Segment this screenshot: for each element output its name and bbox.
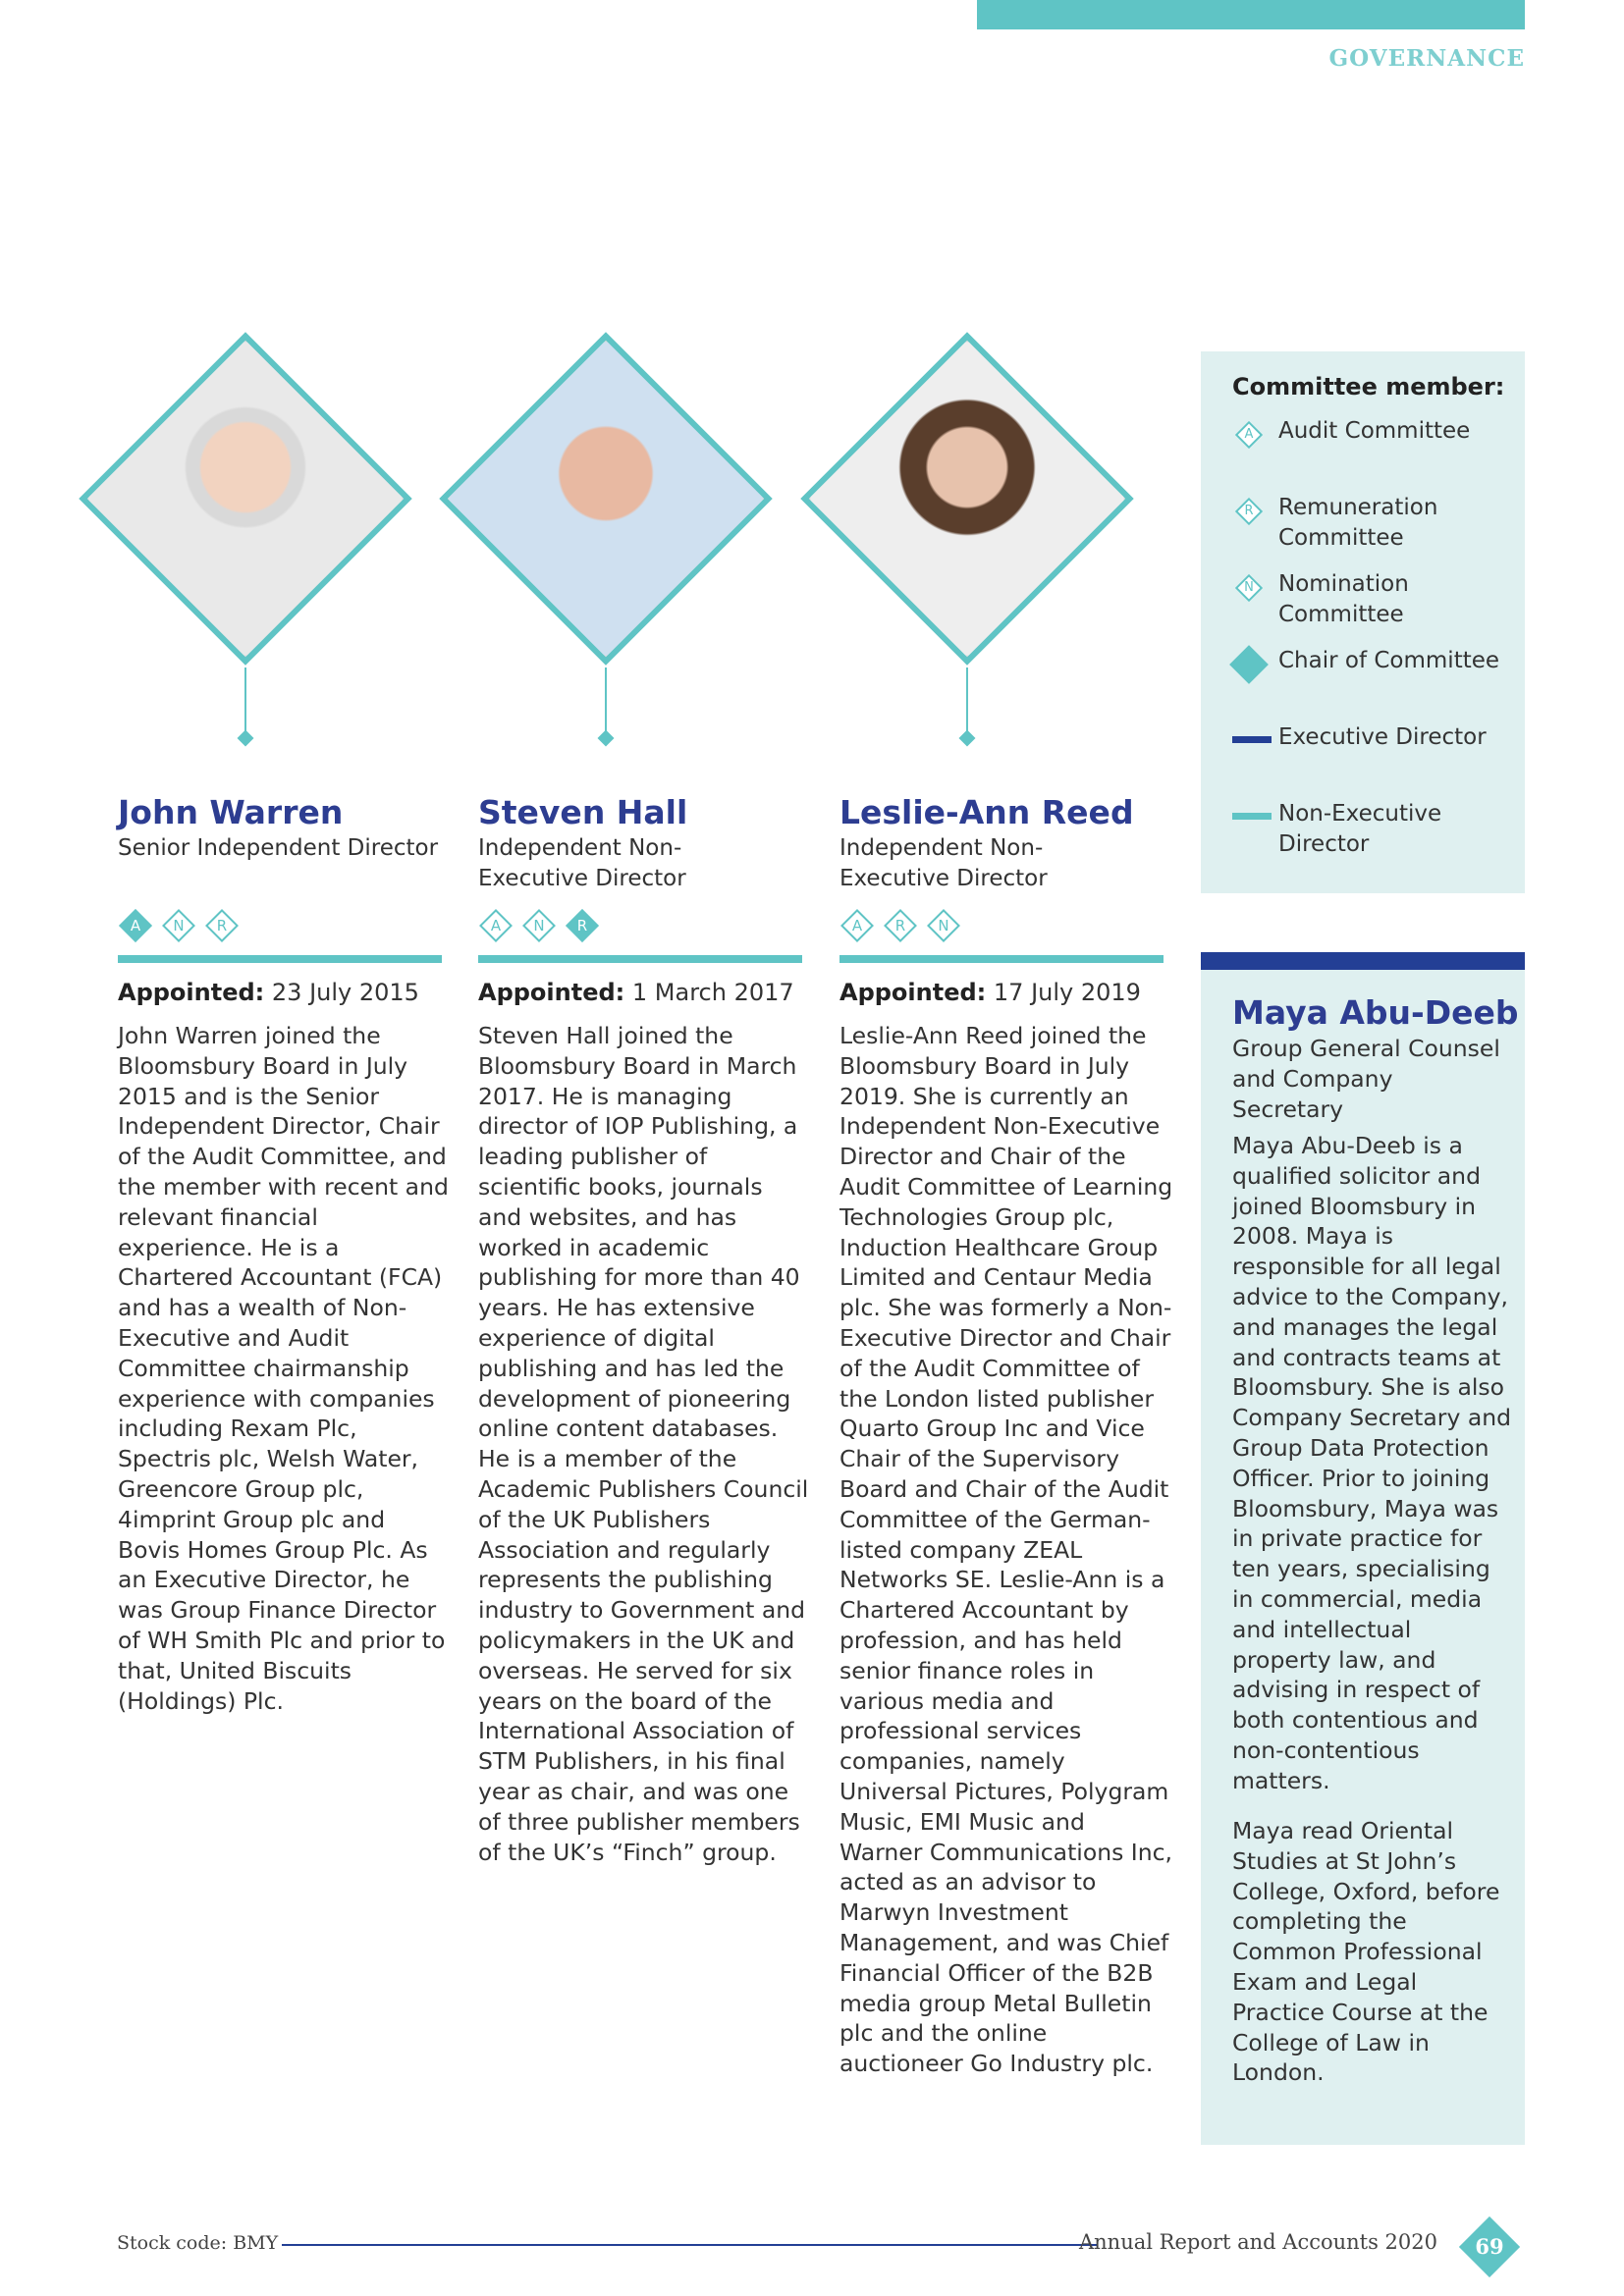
remuneration-icon: R: [1234, 497, 1264, 526]
header-accent-bar: [977, 0, 1525, 29]
connector-line: [244, 667, 246, 736]
connector-dot: [959, 730, 976, 747]
director-role: Senior Independent Director: [118, 835, 439, 861]
non-executive-rule: [839, 955, 1164, 963]
report-title: Annual Report and Accounts 2020: [1078, 2230, 1437, 2254]
director-bio: Steven Hall joined the Bloomsbury Board in March 2017. He is managing director of IOP Publishing, a leading publisher of scientific books, journals and websites, and has worked in academic publishing for more than 40 years. He has extensive experience of digital publishing and has led the development of pioneering online content databases. He is a member of the Academic Publishers Council of the UK Publishers Association and regularly represents the publishing industry to Government and policymakers in the UK and overseas. He served for six years on the board of the International Association of STM Publishers, in his final year as chair, and was one of three publisher members of the UK’s “Finch” group.: [478, 1022, 809, 1866]
secretary-role: Group General Counsel and Company Secretary: [1232, 1035, 1500, 1123]
director-photo-frame: [439, 332, 773, 666]
connector-line: [966, 667, 968, 736]
executive-rule: [1201, 952, 1525, 970]
non-executive-line-icon: [1232, 813, 1272, 820]
director-photo-frame: [79, 332, 412, 666]
director-photo: [79, 332, 411, 665]
director-role: Independent Non-Executive Director: [839, 835, 1048, 891]
page-number-badge: [1458, 2216, 1521, 2278]
director-photo: [800, 332, 1133, 665]
audit-committee-icon: A: [839, 908, 875, 943]
appointed-date: Appointed: 17 July 2019: [839, 979, 1141, 1006]
footer-rule: [282, 2244, 1097, 2246]
connector-dot: [598, 730, 615, 747]
secretary-name: Maya Abu-Deeb: [1232, 993, 1519, 1032]
audit-icon: A: [1234, 420, 1264, 450]
director-bio: John Warren joined the Bloomsbury Board in July 2015 and is the Senior Independent Director, Chair of the Audit Committee, and the member with recent and relevant financial experience. He is a Chartered Accountant (FCA) and has a wealth of Non-Executive and Audit Committee chairmanship experience with companies including Rexam Plc, Spectris plc, Welsh Water, Greencore Group plc, 4imprint Group plc and Bovis Homes Group Plc. As an Executive Director, he was Group Finance Director of WH Smith Plc and prior to that, United Biscuits (Holdings) Plc.: [118, 1022, 449, 1715]
remuneration-committee-chair-icon: R: [565, 908, 600, 943]
audit-committee-chair-icon: A: [118, 908, 153, 943]
secretary-bio-education: Maya read Oriental Studies at St John’s College, Oxford, before completing the Common Professional Exam and Legal Practice Course at the College of Law in London.: [1232, 1817, 1500, 2087]
executive-line-icon: [1232, 736, 1272, 743]
nomination-committee-icon: N: [926, 908, 961, 943]
audit-committee-icon: A: [478, 908, 514, 943]
director-name: Steven Hall: [478, 793, 688, 831]
secretary-bio: Maya Abu-Deeb is a qualified solicitor and joined Bloomsbury in 2008. Maya is responsible for all legal advice to the Company, and manages the legal and contracts teams at Bloomsbury. She is also Company Secretary and Group Data Protection Officer. Prior to joining Bloomsbury, Maya was in private practice for ten years, specialising in commercial, media and intellectual property law, and advising in respect of both contentious and non-contentious matters.: [1232, 1132, 1512, 1794]
director-photo-frame: [800, 332, 1134, 666]
page-number: 69: [1475, 2234, 1504, 2259]
director-bio: Leslie-Ann Reed joined the Bloomsbury Board in July 2019. She is currently an Independent Non-Executive Director and Chair of the Audit Committee of Learning Technologies Group plc, Induction Healthcare Group Limited and Centaur Media plc. She was formerly a Non-Executive Director and Chair of the Audit Committee of the London listed publisher Quarto Group Inc and Vice Chair of the Supervisory Board and Chair of the Audit Committee of the German-listed company ZEAL Networks SE. Leslie-Ann is a Chartered Accountant by profession, and has held senior finance roles in various media and professional services companies, namely Universal Pictures, Polygram Music, EMI Music and Warner Communications Inc, acted as an advisor to Marwyn Investment Management, and was Chief Financial Officer of the B2B media group Metal Bulletin plc and the online auctioneer Go Industry plc.: [839, 1022, 1173, 2078]
nomination-icon: N: [1234, 573, 1264, 603]
director-role: Independent Non-Executive Director: [478, 835, 686, 891]
director-name: Leslie-Ann Reed: [839, 793, 1134, 831]
director-name: John Warren: [118, 793, 344, 831]
director-photo: [439, 332, 772, 665]
legend-title: Committee member:: [1232, 373, 1505, 400]
non-executive-rule: [478, 955, 802, 963]
appointed-date: Appointed: 23 July 2015: [118, 979, 419, 1006]
non-executive-rule: [118, 955, 442, 963]
connector-dot: [238, 730, 254, 747]
secretary-panel: [1201, 952, 1525, 2145]
remuneration-committee-icon: R: [204, 908, 240, 943]
section-label: GOVERNANCE: [1328, 45, 1525, 72]
appointed-date: Appointed: 1 March 2017: [478, 979, 794, 1006]
remuneration-committee-icon: R: [883, 908, 918, 943]
stock-code: Stock code: BMY: [117, 2232, 279, 2254]
chair-diamond-icon: [1234, 650, 1264, 679]
connector-line: [605, 667, 607, 736]
nomination-committee-icon: N: [521, 908, 557, 943]
nomination-committee-icon: N: [161, 908, 196, 943]
committee-legend: Committee member: A Audit Committee R Remuneration Committee N Nomination Committee Chair of Committee Executive Director Non-Executive Director: [1201, 351, 1525, 893]
